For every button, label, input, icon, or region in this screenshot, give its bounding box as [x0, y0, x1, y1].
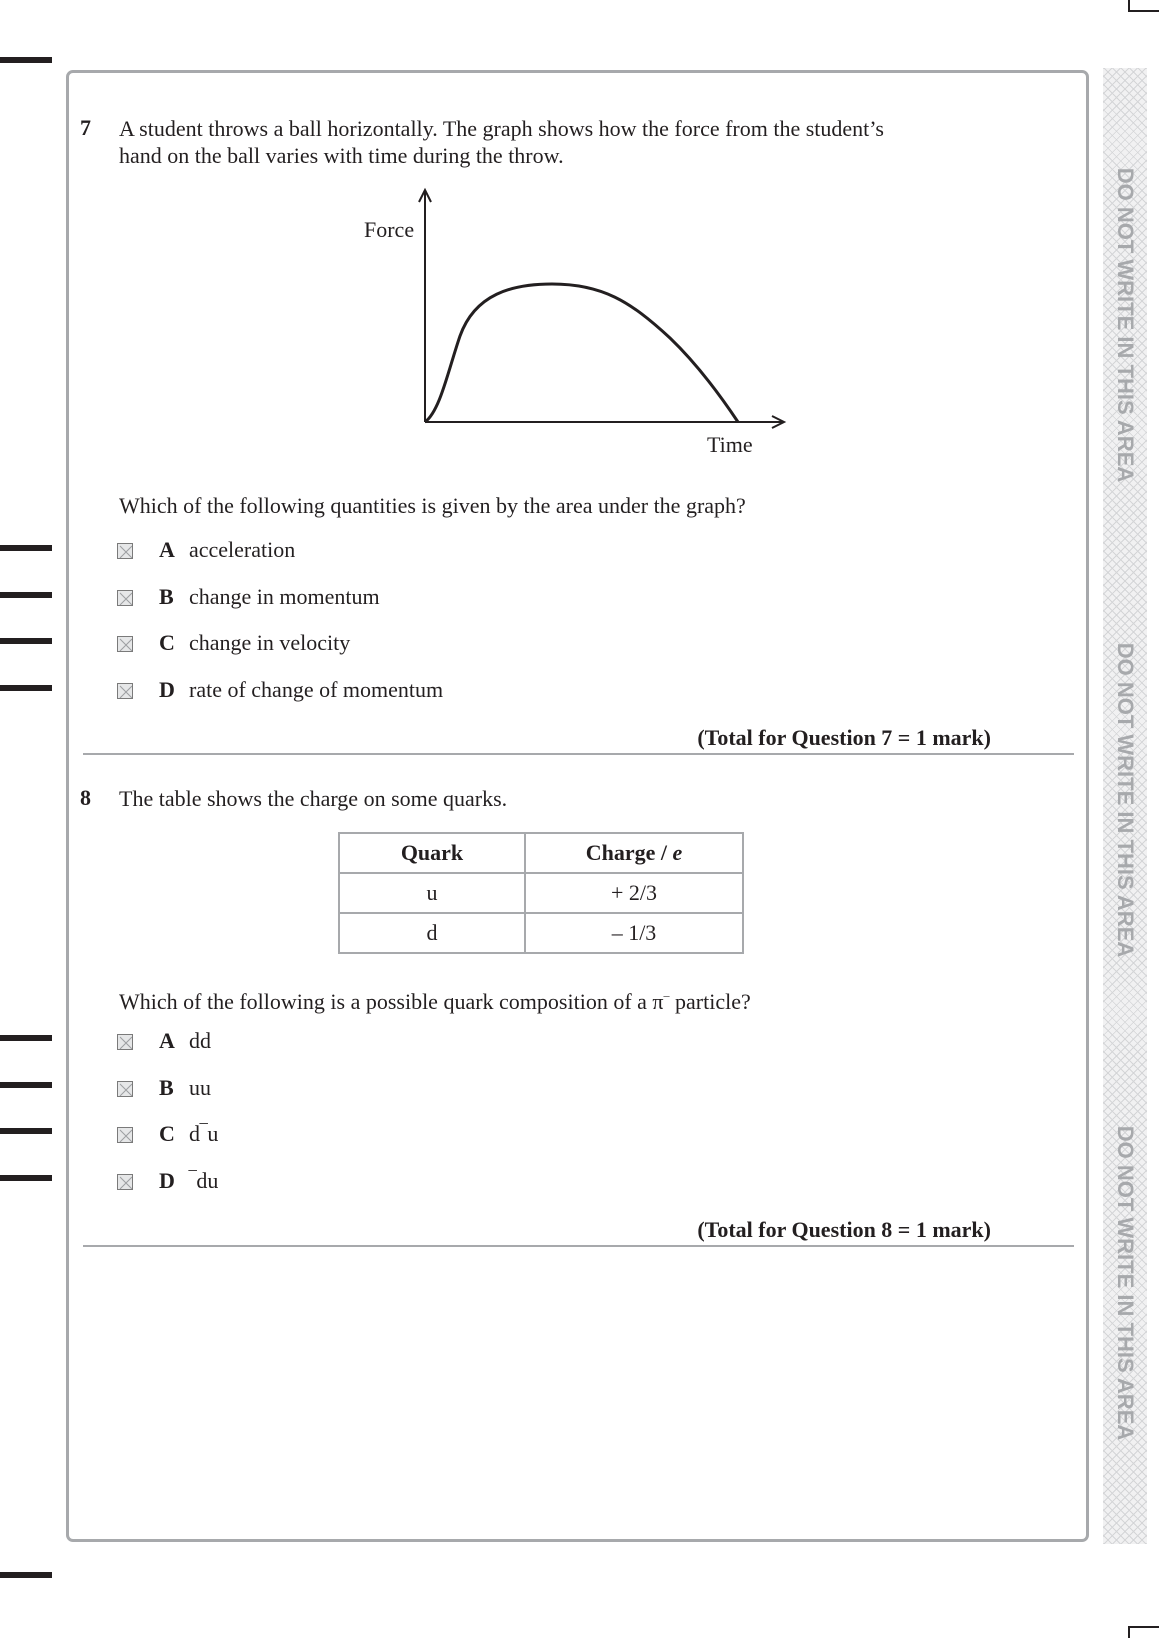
option-letter: D: [159, 1168, 175, 1193]
question-7-prompt: Which of the following quantities is given by the area under the graph?: [119, 493, 746, 518]
option-letter: A: [159, 1028, 175, 1053]
answer-checkbox[interactable]: [117, 1034, 133, 1050]
table-cell-charge: – 1/3: [525, 913, 743, 953]
option-text: ‾du: [189, 1168, 219, 1193]
question-8-stem: The table shows the charge on some quarks.: [119, 786, 508, 811]
question-7-number: 7: [80, 115, 91, 140]
margin-tick: [0, 1128, 52, 1134]
force-time-graph: [340, 186, 800, 456]
question-8-total: (Total for Question 8 = 1 mark): [697, 1217, 991, 1242]
margin-tick: [0, 1175, 52, 1181]
prompt-text: Which of the following is a possible quark composition of a π: [119, 989, 664, 1014]
option-letter: D: [159, 677, 175, 702]
x-axis-label: Time: [707, 432, 753, 457]
margin-tick: [0, 592, 52, 598]
charge-unit: e: [672, 840, 683, 865]
option-text: change in momentum: [189, 584, 380, 609]
margin-tick: [0, 638, 52, 644]
pion-charge: –: [663, 988, 670, 1002]
answer-checkbox[interactable]: [117, 1174, 133, 1190]
prompt-text-end: particle?: [669, 989, 751, 1014]
y-axis-label: Force: [364, 217, 415, 242]
question-divider: [83, 1245, 1074, 1247]
force-curve: [425, 284, 738, 422]
charge-header-text: Charge /: [585, 840, 673, 865]
answer-checkbox[interactable]: [117, 543, 133, 559]
option-letter: B: [159, 584, 174, 609]
question-7-total: (Total for Question 7 = 1 mark): [697, 725, 991, 750]
question-7-stem-line1: A student throws a ball horizontally. The graph shows how the force from the student’s: [119, 116, 884, 141]
do-not-write-warning: DO NOT WRITE IN THIS AREA: [1113, 1125, 1138, 1441]
answer-checkbox[interactable]: [117, 636, 133, 652]
option-letter: C: [159, 630, 175, 655]
margin-tick: [0, 545, 52, 551]
margin-tick: [0, 1572, 52, 1578]
margin-tick: [0, 685, 52, 691]
crop-mark: [1130, 1626, 1159, 1628]
quark-charge-table: [338, 832, 744, 954]
answer-checkbox[interactable]: [117, 1081, 133, 1097]
option-letter: A: [159, 537, 175, 562]
table-cell-quark: u: [339, 873, 525, 913]
margin-tick: [0, 57, 52, 63]
answer-checkbox[interactable]: [117, 1127, 133, 1143]
table-row: [339, 913, 743, 953]
option-text: dd: [189, 1028, 211, 1053]
do-not-write-warning: DO NOT WRITE IN THIS AREA: [1113, 642, 1138, 958]
table-header-charge: [525, 833, 743, 873]
option-text: rate of change of momentum: [189, 677, 444, 702]
answer-checkbox[interactable]: [117, 590, 133, 606]
table-header-quark: Quark: [339, 833, 525, 873]
margin-tick: [0, 1035, 52, 1041]
table-row: [339, 873, 743, 913]
option-letter: C: [159, 1121, 175, 1146]
question-8-number: 8: [80, 785, 91, 810]
table-cell-quark: d: [339, 913, 525, 953]
margin-tick: [0, 1082, 52, 1088]
crop-mark: [1130, 10, 1159, 12]
do-not-write-warning: DO NOT WRITE IN THIS AREA: [1113, 167, 1138, 483]
table-cell-charge: + 2/3: [525, 873, 743, 913]
question-7-stem-line2: hand on the ball varies with time during the throw.: [119, 143, 564, 168]
option-letter: B: [159, 1075, 174, 1100]
option-text: d‾u: [189, 1121, 219, 1146]
answer-checkbox[interactable]: [117, 683, 133, 699]
option-text: uu: [189, 1075, 211, 1100]
option-text: change in velocity: [189, 630, 351, 655]
question-8-prompt: [119, 982, 751, 1015]
table-header-row: [339, 833, 743, 873]
question-divider: [83, 753, 1074, 755]
option-text: acceleration: [189, 537, 296, 562]
crop-mark: [1128, 1626, 1130, 1638]
